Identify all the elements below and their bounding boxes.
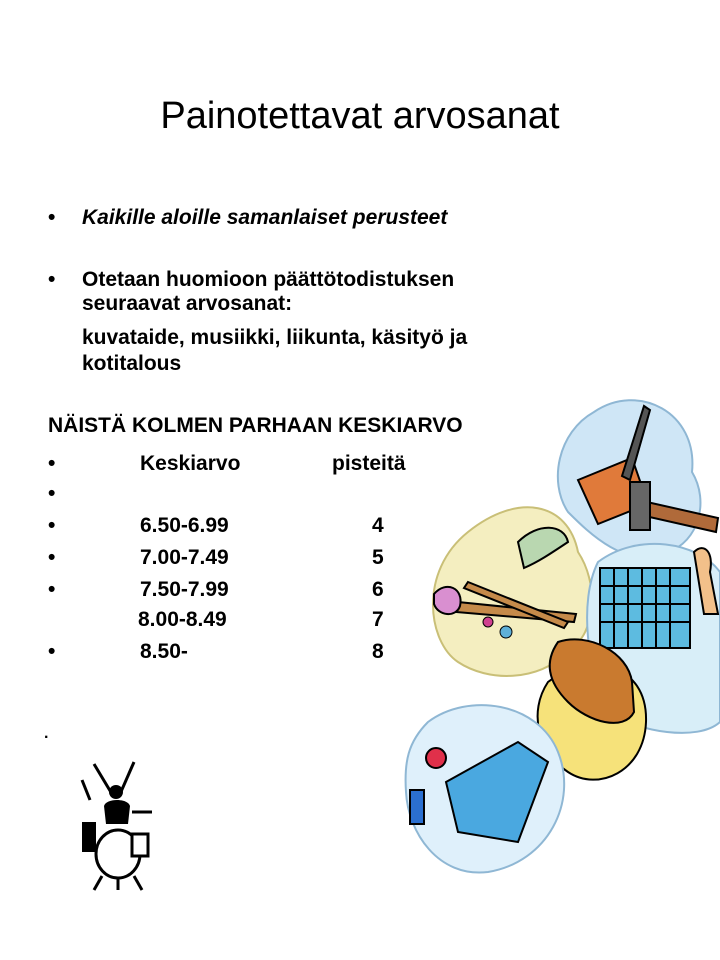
- paint-dot: [500, 626, 512, 638]
- table-row-points: 5: [372, 546, 384, 569]
- table-row-range: 8.50-: [140, 640, 188, 663]
- bullet-marker: •: [48, 268, 56, 291]
- bullet-marker: •: [48, 546, 56, 569]
- bullet-marker: •: [48, 514, 56, 537]
- table-header-average: Keskiarvo: [140, 452, 241, 475]
- table-row-points: 7: [372, 608, 384, 631]
- table-row-range: 6.50-6.99: [140, 514, 229, 537]
- drummer-body: [104, 800, 130, 824]
- spool: [410, 790, 424, 824]
- best-three-heading: NÄISTÄ KOLMEN PARHAAN KESKIARVO: [48, 414, 463, 437]
- point-grades-line2: seuraavat arvosanat:: [82, 292, 293, 315]
- point-grades-line1: Otetaan huomioon päättötodistuksen: [82, 268, 455, 291]
- bullet-marker: •: [48, 640, 56, 663]
- table-row-range: 8.00-8.49: [138, 608, 227, 631]
- paint-dot: [483, 617, 493, 627]
- bullet-marker: •: [48, 452, 56, 475]
- crafts-clipart-icon: [398, 392, 720, 880]
- table-row-range: 7.50-7.99: [140, 578, 229, 601]
- pincushion: [426, 748, 446, 768]
- table-header-points: pisteitä: [332, 452, 406, 475]
- snare-drum: [132, 834, 148, 856]
- paint-splash: [434, 587, 461, 614]
- point-equal-criteria: Kaikille aloille samanlaiset perusteet: [82, 206, 448, 229]
- hammer-head: [630, 482, 650, 530]
- subjects-line1: kuvataide, musiikki, liikunta, käsityö ja: [82, 326, 468, 349]
- table-row-points: 6: [372, 578, 384, 601]
- bullet-marker: •: [48, 206, 56, 229]
- drummer-clipart-icon: [76, 760, 168, 892]
- subjects-line2: kotitalous: [82, 352, 182, 375]
- trailing-dot: .: [44, 725, 49, 742]
- table-row-points: 4: [372, 514, 384, 537]
- slide-title: Painotettavat arvosanat: [160, 95, 560, 137]
- table-row-points: 8: [372, 640, 384, 663]
- drummer-head: [109, 785, 123, 799]
- bullet-marker: •: [48, 482, 56, 505]
- bullet-marker: •: [48, 578, 56, 601]
- table-row-range: 7.00-7.49: [140, 546, 229, 569]
- tom-drum: [82, 822, 96, 852]
